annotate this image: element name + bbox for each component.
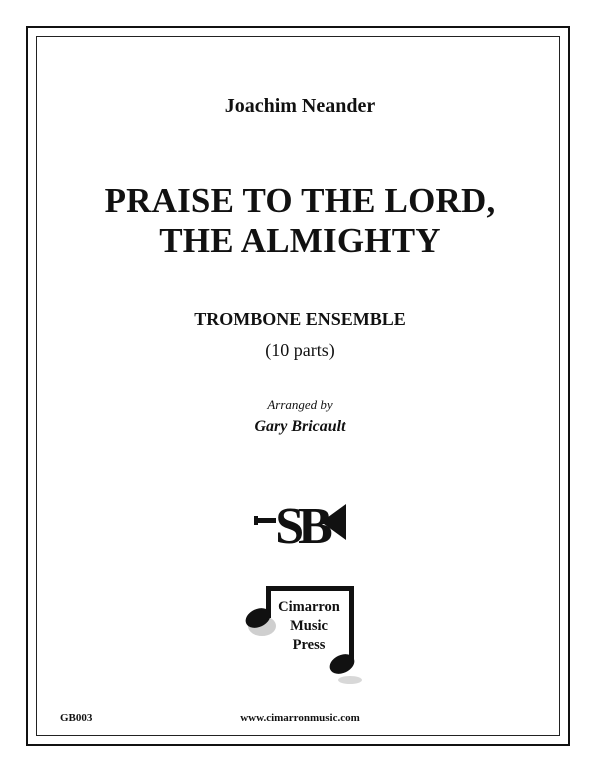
catalog-number: GB003 [60, 712, 93, 724]
publisher-name [263, 598, 355, 655]
piece-title [0, 181, 600, 261]
title-line-1: PRAISE TO THE LORD, [104, 181, 496, 220]
publisher-line-1: Cimarron [278, 599, 340, 615]
composer-name: Joachim Neander [224, 95, 376, 117]
arranged-by-label: Arranged by [267, 397, 333, 412]
sb-publisher-logo [254, 494, 350, 550]
publisher-line-2: Music [290, 618, 328, 634]
title-line-2: THE ALMIGHTY [159, 221, 441, 260]
parts-count: (10 parts) [265, 340, 335, 360]
ensemble-type: TROMBONE ENSEMBLE [194, 309, 406, 329]
arranger-name: Gary Bricault [254, 418, 346, 435]
sb-logo-text: SB [275, 498, 327, 550]
publisher-line-3: Press [292, 637, 326, 653]
publisher-url: www.cimarronmusic.com [240, 712, 360, 724]
